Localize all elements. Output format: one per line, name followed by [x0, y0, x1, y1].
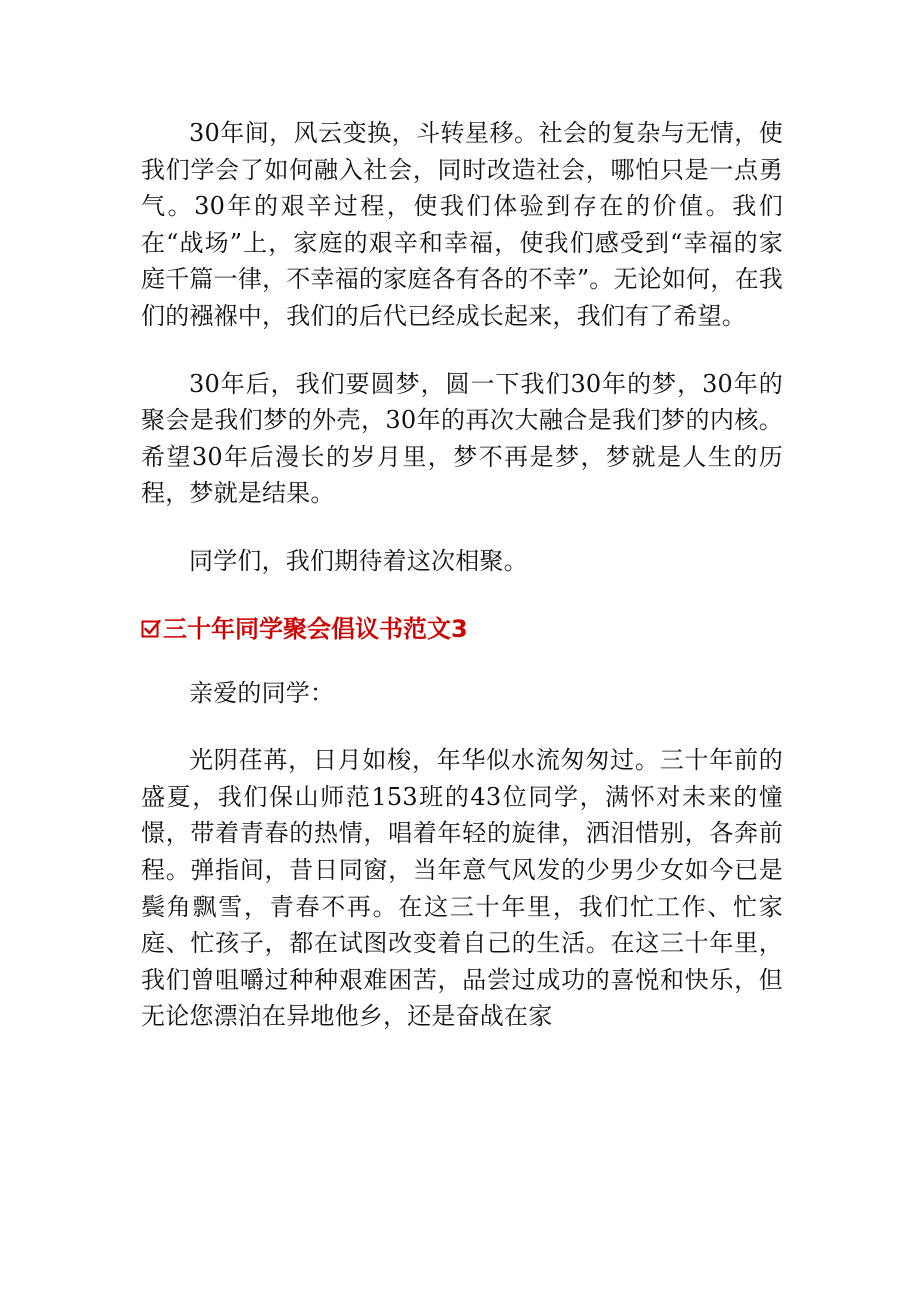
section-heading-text: 三十年同学聚会倡议书范文3	[163, 614, 468, 643]
section-heading	[141, 611, 783, 647]
paragraph-looking-forward: 同学们，我们期待着这次相聚。	[189, 546, 528, 575]
paragraph-dream: 30年后，我们要圆梦，圆一下我们30年的梦，30年的聚会是我们梦的外壳，30年的再次大融合是我们梦的内核。希望30年后漫长的岁月里，梦不再是梦，梦就是人生的历程，梦就是结果。	[141, 369, 783, 508]
document-content	[141, 115, 783, 1035]
paragraph-thirty-years: 30年间，风云变换，斗转星移。社会的复杂与无情，使我们学会了如何融入社会，同时改造社会，哪怕只是一点勇气。30年的艰辛过程，使我们体验到存在的价值。我们在“战场”上，家庭的艰辛和幸福，使我们感受到“幸福的家庭千篇一律，不幸福的家庭各有各的不幸”。无论如何，在我们的襁褓中，我们的后代已经成长起来，我们有了希望。	[141, 119, 783, 330]
paragraph-body: 光阴荏苒，日月如梭，年华似水流匆匆过。三十年前的盛夏，我们保山师范153班的43位同学，满怀对未来的憧憬，带着青春的热情，唱着年轻的旋律，洒泪惜别，各奔前程。弹指间，昔日同窗，当年意气风发的少男少女如今已是鬓角飘雪，青春不再。在这三十年里，我们忙工作、忙家庭、忙孩子，都在试图改变着自己的生活。在这三十年里，我们曾咀嚼过种种艰难困苦，品尝过成功的喜悦和快乐，但无论您漂泊在异地他乡，还是奋战在家	[141, 746, 783, 1031]
greeting: 亲爱的同学：	[189, 678, 335, 707]
checkbox-checked-icon	[141, 619, 161, 639]
